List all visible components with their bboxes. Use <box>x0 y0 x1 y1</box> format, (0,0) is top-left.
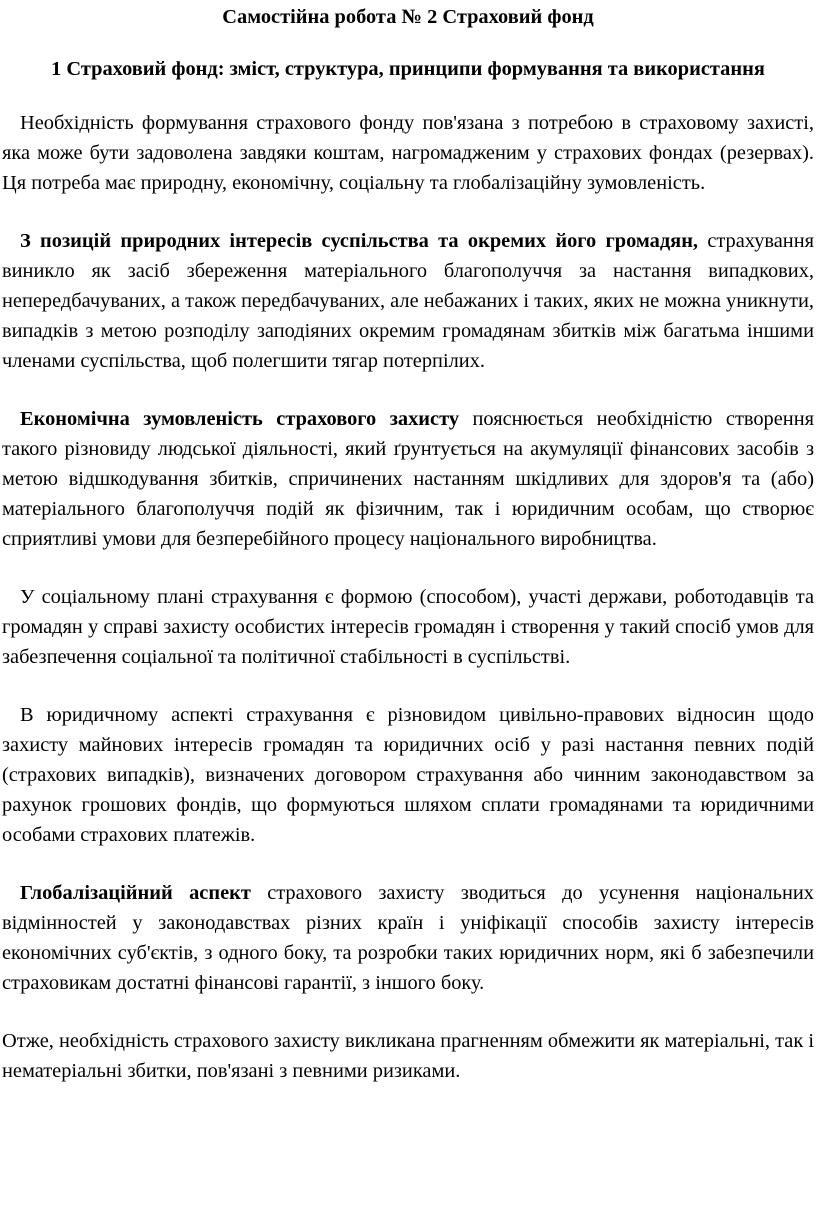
paragraph-economic-text: пояснюється необхідністю створення такого різновиду людської діяльності, який ґрунтується на акумуляції фінансових засобів з метою відшкодування збитків, спричинених настанням шкідливих для здоров'я та (або) матеріального благополуччя подій як фізичним, так і юридичним особам, що створює сприятливі умови для безперебійного процесу національного виробництва. <box>2 408 814 550</box>
paragraph-global-text: страхового захисту зводиться до усунення національних відмінностей у законодавствах різних країн і уніфікації способів захисту інтересів економічних суб'єктів, з одного боку, та розробки таких юридичних норм, які б забезпечили страховикам достатні фінансові гарантії, з іншого боку. <box>2 882 814 994</box>
paragraph-economic-lead: Економічна зумовленість страхового захисту <box>20 408 460 430</box>
section-heading: 1 Страховий фонд: зміст, структура, принципи формування та використання <box>51 58 765 80</box>
paragraph-conclusion: Отже, необхідність страхового захисту викликана прагненням обмежити як матеріальні, так і нематеріальні збитки, пов'язані з певними ризиками. <box>2 1030 814 1082</box>
paragraph-necessity: Необхідність формування страхового фонду пов'язана з потребою в страховому захисті, яка може бути задоволена завдяки коштам, нагромадженим у страхових фондах (резервах). Ця потреба має природну, економічну, соціальну та глобалізаційну зумовленість. <box>2 112 814 194</box>
paragraph-global-lead: Глобалізаційний аспект <box>20 882 251 904</box>
paragraph-global <box>2 878 814 998</box>
paragraph-legal: В юридичному аспекті страхування є різновидом цивільно-правових відносин щодо захисту майнових інтересів громадян та юридичних осіб у разі настання певних подій (страхових випадків), визначених договором страхування або чинним законодавством за рахунок грошових фондів, що формуються шляхом сплати громадянами та юридичними особами страхових платежів. <box>2 704 814 846</box>
paragraph-economic <box>2 404 814 554</box>
paragraph-natural-interests-text: страхування виникло як засіб збереження матеріального благополуччя за настання випадкових, непередбачуваних, а також передбачуваних, але небажаних і таких, яких не можна уникнути, випадків з метою розподілу заподіяних окремим громадянам збитків між багатьма іншими членами суспільства, щоб полегшити тягар потерпілих. <box>2 230 815 372</box>
paragraph-natural-interests <box>2 226 814 376</box>
paragraph-natural-interests-lead: З позицій природних інтересів суспільства та окремих його громадян, <box>20 230 699 252</box>
document-title: Самостійна робота № 2 Страховий фонд <box>222 6 594 28</box>
paragraph-social: У соціальному плані страхування є формою (способом), участі держави, роботодавців та громадян у справі захисту особистих інтересів громадян і створення у такий спосіб умов для забезпечення соціальної та політичної стабільності в суспільстві. <box>2 586 814 668</box>
